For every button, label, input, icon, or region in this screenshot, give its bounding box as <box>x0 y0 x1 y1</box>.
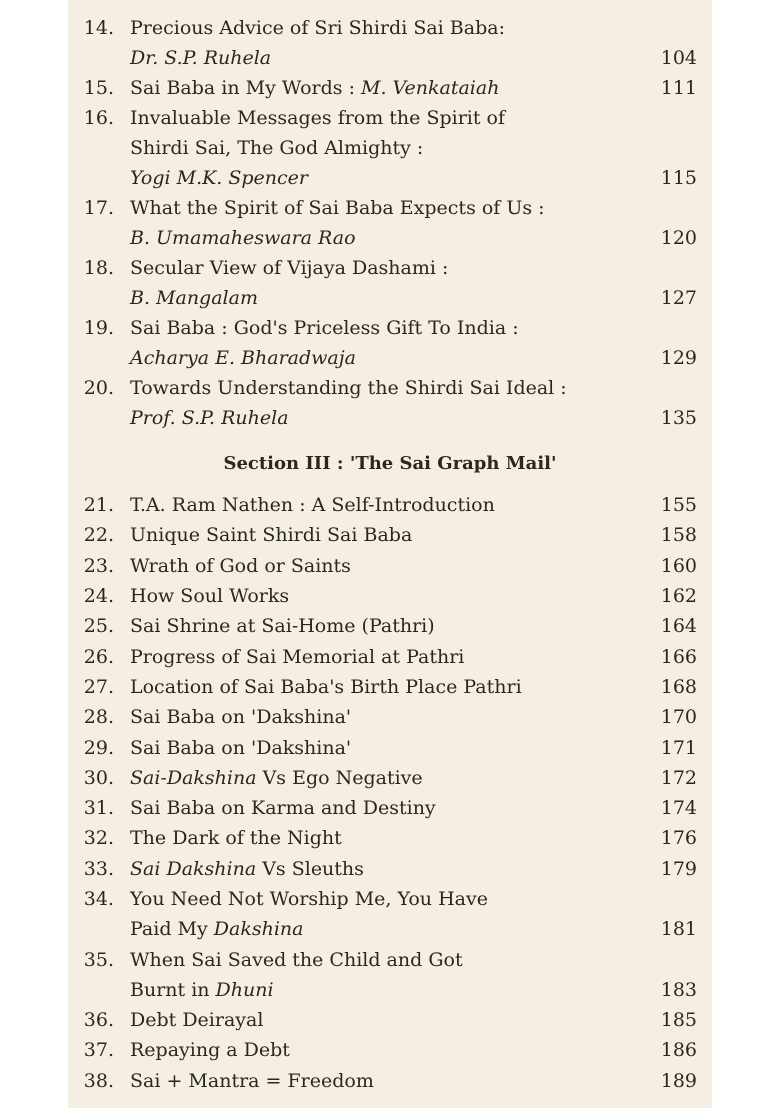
toc-entry-line <box>68 672 712 702</box>
entry-text: You Need Not Worship Me, You Have <box>130 888 488 910</box>
entry-text: Repaying a Debt <box>130 1039 290 1062</box>
entry-number: 14. <box>83 17 114 39</box>
page-number: 104 <box>660 47 697 69</box>
toc-entry-line <box>68 1035 712 1065</box>
entry-title <box>114 524 645 546</box>
entry-italic-text: Dhuni <box>215 978 274 1001</box>
entry-number: 23. <box>83 554 114 577</box>
entry-italic-text: Sai Dakshina <box>130 857 257 880</box>
entry-text: Invaluable Messages from the Spirit of <box>130 107 506 129</box>
toc-entry-line <box>68 763 712 793</box>
entry-title <box>114 827 645 849</box>
entry-text: Paid My <box>130 918 214 941</box>
section-heading: Section III : 'The Sai Graph Mail' <box>223 453 557 474</box>
toc-entry-line <box>68 103 712 133</box>
entry-title <box>114 555 645 577</box>
page-number: 174 <box>660 797 697 820</box>
page-number: 164 <box>660 615 697 638</box>
entry-number: 31. <box>83 797 114 820</box>
entry-title <box>114 107 645 129</box>
entry-number: 38. <box>83 1069 114 1092</box>
entry-title <box>114 347 645 369</box>
entry-text: Wrath of God or Saints <box>130 554 351 577</box>
entry-number: 35. <box>83 948 114 971</box>
page-number: 158 <box>660 524 697 547</box>
entry-text: Vs Sleuths <box>256 857 364 880</box>
entry-title <box>114 737 645 759</box>
page-number: 168 <box>660 675 697 698</box>
toc-entry-line <box>68 223 712 253</box>
entry-text: Sai Baba on 'Dakshina' <box>130 706 352 729</box>
entry-title <box>114 706 645 728</box>
toc-entry-line <box>68 133 712 163</box>
page-number: 115 <box>660 167 697 189</box>
entry-text: Vs Ego Negative <box>256 766 423 789</box>
page-number: 166 <box>660 645 697 668</box>
entry-italic-text: Sai-Dakshina <box>130 766 257 789</box>
entry-title <box>114 377 645 399</box>
entry-title <box>114 858 645 880</box>
entry-text: Towards Understanding the Shirdi Sai Ideal : <box>130 377 567 399</box>
entry-text: Sai Baba : God's Priceless Gift To India : <box>130 317 519 339</box>
toc-entry-line <box>68 793 712 823</box>
page-number: 155 <box>660 494 697 517</box>
entry-title <box>114 949 645 971</box>
entry-number: 25. <box>83 615 114 638</box>
entry-number: 37. <box>83 1039 114 1062</box>
toc-entry-line <box>68 641 712 671</box>
toc-entry-line <box>68 1005 712 1035</box>
entry-title <box>114 167 645 189</box>
entry-title <box>114 197 645 219</box>
entry-title <box>114 1009 645 1031</box>
page-number: 129 <box>660 347 697 369</box>
toc-entry-line <box>68 975 712 1005</box>
toc-entry-line <box>68 914 712 944</box>
entry-title <box>114 17 645 39</box>
toc-entry-line <box>68 854 712 884</box>
toc-entry-line <box>68 520 712 550</box>
entry-number: 32. <box>83 827 114 850</box>
toc-entry-line <box>68 313 712 343</box>
entry-text: Location of Sai Baba's Birth Place Pathri <box>130 675 522 698</box>
entry-italic-text: Dr. S.P. Ruhela <box>130 47 272 69</box>
entry-title <box>114 888 645 910</box>
entry-number: 17. <box>83 197 114 219</box>
entry-title <box>114 494 645 516</box>
entry-italic-text: Yogi M.K. Spencer <box>130 167 309 189</box>
entry-title <box>114 767 645 789</box>
entry-title <box>114 1039 645 1061</box>
entry-italic-text: B. Umamaheswara Rao <box>130 227 356 249</box>
entry-number: 26. <box>83 645 114 668</box>
entry-text: What the Spirit of Sai Baba Expects of Us : <box>130 197 545 219</box>
toc-entry-line <box>68 702 712 732</box>
entry-title <box>114 287 645 309</box>
toc-entry-line <box>68 373 712 403</box>
entry-number: 24. <box>83 585 114 608</box>
toc-entry-line <box>68 193 712 223</box>
entry-title <box>114 646 645 668</box>
toc-entry-line <box>68 1066 712 1096</box>
page-number: 171 <box>660 736 697 759</box>
entry-text: Burnt in <box>130 978 216 1001</box>
entry-text: Progress of Sai Memorial at Pathri <box>130 645 465 668</box>
entry-title <box>114 797 645 819</box>
page-number: 162 <box>660 585 697 608</box>
entry-number: 18. <box>83 257 114 279</box>
entry-italic-text: B. Mangalam <box>130 287 258 309</box>
entry-number: 20. <box>83 377 114 399</box>
toc-entry-line <box>68 13 712 43</box>
entry-italic-text: M. Venkataiah <box>361 77 500 99</box>
entry-title <box>114 77 645 99</box>
entry-text: Debt Deirayal <box>130 1009 264 1032</box>
entry-title <box>114 676 645 698</box>
entry-text: Sai Baba in My Words : <box>130 77 362 99</box>
entry-number: 21. <box>83 494 114 517</box>
toc-entry-line <box>68 732 712 762</box>
page-number: 111 <box>660 77 697 99</box>
page-number: 189 <box>660 1069 697 1092</box>
entry-number: 19. <box>83 317 114 339</box>
toc-entry-line <box>68 611 712 641</box>
entry-text: Unique Saint Shirdi Sai Baba <box>130 524 413 547</box>
page-number: 135 <box>660 407 697 429</box>
toc-block-sai-graph-mail <box>68 490 712 1096</box>
toc-entry-line <box>68 884 712 914</box>
entry-text: How Soul Works <box>130 585 290 608</box>
entry-title <box>114 47 645 69</box>
page-number: 176 <box>660 827 697 850</box>
entry-text: When Sai Saved the Child and Got <box>130 948 463 971</box>
page-number: 127 <box>660 287 697 309</box>
page-number: 160 <box>660 554 697 577</box>
entry-text: T.A. Ram Nathen : A Self-Introduction <box>130 494 495 517</box>
page-number: 172 <box>660 766 697 789</box>
entry-number: 28. <box>83 706 114 729</box>
page-number: 120 <box>660 227 697 249</box>
entry-number: 16. <box>83 107 114 129</box>
entry-text: Sai Baba on 'Dakshina' <box>130 736 352 759</box>
toc-entry-line <box>68 581 712 611</box>
entry-text: Shirdi Sai, The God Almighty : <box>130 137 424 159</box>
entry-text: Secular View of Vijaya Dashami : <box>130 257 449 279</box>
toc-entry-line <box>68 490 712 520</box>
page-number: 183 <box>660 978 697 1001</box>
toc-entry-line <box>68 551 712 581</box>
entry-number: 33. <box>83 857 114 880</box>
entry-italic-text: Prof. S.P. Ruhela <box>130 407 289 429</box>
toc-block-essays <box>68 13 712 433</box>
toc-entry-line <box>68 73 712 103</box>
toc-entry-line <box>68 43 712 73</box>
entry-title <box>114 407 645 429</box>
entry-title <box>114 918 645 940</box>
page-number: 181 <box>660 918 697 941</box>
toc-entry-line <box>68 283 712 313</box>
entry-title <box>114 317 645 339</box>
page-number: 185 <box>660 1009 697 1032</box>
toc-entry-line <box>68 253 712 283</box>
entry-number: 36. <box>83 1009 114 1032</box>
entry-title <box>114 585 645 607</box>
entry-title <box>114 257 645 279</box>
entry-italic-text: Acharya E. Bharadwaja <box>130 347 356 369</box>
entry-text: The Dark of the Night <box>130 827 342 850</box>
toc-entry-line <box>68 403 712 433</box>
entry-title <box>114 979 645 1001</box>
book-page <box>68 0 712 1108</box>
toc-entry-line <box>68 944 712 974</box>
entry-text: Sai + Mantra = Freedom <box>130 1069 374 1092</box>
page-number: 186 <box>660 1039 697 1062</box>
entry-number: 29. <box>83 736 114 759</box>
toc-entry-line <box>68 343 712 373</box>
entry-number: 27. <box>83 675 114 698</box>
entry-title <box>114 1070 645 1092</box>
entry-title <box>114 227 645 249</box>
toc-entry-line <box>68 823 712 853</box>
toc-entry-line <box>68 163 712 193</box>
entry-italic-text: Dakshina <box>213 918 304 941</box>
entry-title <box>114 615 645 637</box>
entry-number: 34. <box>83 888 114 910</box>
entry-number: 15. <box>83 77 114 99</box>
entry-text: Precious Advice of Sri Shirdi Sai Baba: <box>130 17 505 39</box>
entry-text: Sai Shrine at Sai-Home (Pathri) <box>130 615 435 638</box>
page-number: 179 <box>660 857 697 880</box>
entry-text: Sai Baba on Karma and Destiny <box>130 797 436 820</box>
page-number: 170 <box>660 706 697 729</box>
entry-number: 22. <box>83 524 114 547</box>
entry-title <box>114 137 645 159</box>
entry-number: 30. <box>83 766 114 789</box>
